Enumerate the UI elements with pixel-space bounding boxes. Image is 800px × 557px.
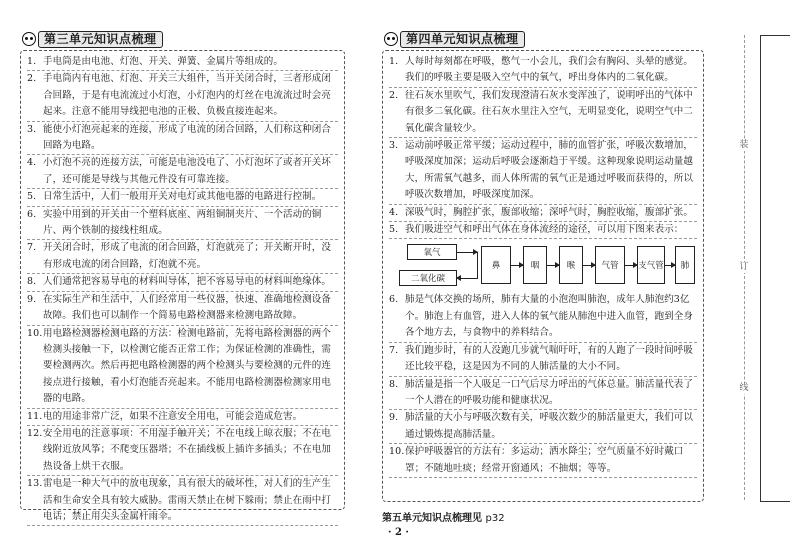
- unit4-header: [384, 30, 525, 48]
- item-number: 4.: [27, 157, 37, 169]
- knowledge-item: [27, 476, 338, 526]
- item-text: 雷电是一种大气中的放电现象，具有很大的破坏性，对人们的生产生活和生命安全具有较大威胁。雷雨天禁止在树下躲雨；禁止在雨中打电话；禁止用尖头金属杆雨伞。: [43, 478, 332, 522]
- unit3-content-box: [20, 50, 345, 522]
- arrow: [625, 265, 637, 266]
- knowledge-item: [389, 138, 697, 205]
- item-text: 我们跑步时，有的人没跑几步就气喘吁吁，有的人跑了一段时间呼吸还比较平稳，这是因为不同的人肺活量的大小不同。: [405, 344, 694, 373]
- item-text: 肺是气体交换的场所，肺有大量的小泡泡叫肺泡，成年人肺泡约3亿个。肺泡上有血管，进入人体的氧气能从肺泡中进入血管，跑到全身各个地方去，与食物中的养料结合。: [405, 294, 694, 339]
- item-text: 开关闭合时，形成了电流的闭合回路，灯泡就亮了；开关断开时，没有形成电流的闭合回路，灯泡就不亮。: [43, 242, 332, 270]
- unit4-content-box: [382, 50, 704, 502]
- item-text: 能使小灯泡亮起来的连接，形成了电流的闭合回路，人们称这种闭合回路为电路。: [43, 123, 332, 152]
- arrow-out: [457, 278, 477, 279]
- connector: [477, 252, 478, 279]
- item-text: 深吸气时，胸腔扩张，腹部收缩；深呼气时，胸腔收缩，腹部扩张。: [405, 206, 694, 218]
- item-text: 用电路检测器检测电路的方法：检测电路前，先将电路检测器的两个检测头接触一下，以检测它能否正常工作；为保证检测的准确性，需要检测两次。然后再把电路检测器的两个检测头与要检测的元件的连接点进行接触，看小灯泡能否亮起来。不能用电路检测器检测家用电器的电路。: [43, 327, 332, 405]
- item-number: 1.: [27, 56, 37, 67]
- item-number: 2.: [389, 89, 399, 101]
- binding-char-ding: 订: [739, 262, 749, 272]
- item-number: 5.: [389, 224, 399, 236]
- item-text: 运动前呼吸正常平缓；运动过程中，肺的血管扩张，呼吸次数增加，呼吸深度加深；运动后呼吸会逐渐趋于平缓。这种现象说明运动量越大，所需氧气越多，而人体所需的氧气正是通过呼吸而获得的，所以呼吸次数增加，呼吸深度加深。: [405, 140, 694, 201]
- knowledge-item: [389, 292, 697, 342]
- binding-char-xian: 线: [739, 383, 749, 393]
- item-number: 12.: [27, 427, 43, 439]
- item-text: 肺活量的大小与呼吸次数有关，呼吸次数少的肺活量更大，我们可以通过锻炼提高肺活量。: [405, 412, 694, 440]
- knowledge-item: [389, 88, 697, 138]
- flow-larynx: 喉: [559, 246, 583, 284]
- knowledge-item: [389, 444, 697, 478]
- knowledge-item: [27, 426, 338, 476]
- item-text: 电的用途非常广泛，如果不注意安全用电，可能会造成危害。: [43, 410, 303, 422]
- item-number: 11.: [27, 410, 43, 422]
- item-number: 7.: [27, 242, 37, 254]
- item-text: 人每时每刻都在呼吸，憋气一小会儿，我们会有胸闷、头晕的感觉。我们的呼吸主要是吸入空气中的氧气，呼出身体内的二氧化碳。: [405, 56, 694, 84]
- breathing-path-diagram: [389, 242, 697, 290]
- item-number: 1.: [389, 56, 399, 67]
- item-text: 手电筒内有电池、灯泡、开关三大组件，当开关闭合时，三者形成闭合回路，于是有电流流过小灯泡，小灯泡内的灯丝在电流流过时会亮起来。注意不能用导线把电池的正极、负极直接连起来。: [43, 73, 332, 118]
- knowledge-item: [27, 409, 338, 426]
- knowledge-item: [27, 54, 338, 71]
- knowledge-item: [389, 54, 697, 88]
- knowledge-item: [389, 343, 697, 377]
- flow-nose: 鼻: [481, 246, 511, 284]
- panda-icon: [384, 32, 398, 46]
- item-text: 安全用电的注意事项：不用湿手触开关；不在电线上晾衣服；不在电线附近放风筝；不爬变压器塔；不在插线板上插许多插头；不在电加热设备上烘干衣服。: [43, 427, 332, 472]
- knowledge-item: [389, 222, 697, 239]
- item-text: 在实际生产和生活中，人们经常用一些仪器，快速、准确地检测设备故障。我们也可以制作一个简易电路检测器来检测电路故障。: [43, 293, 332, 322]
- item-number: 6.: [27, 208, 37, 220]
- item-number: 8.: [27, 276, 37, 288]
- knowledge-item: [389, 377, 697, 411]
- item-number: 5.: [27, 191, 37, 203]
- binding-char-zhuang: 装: [739, 140, 749, 150]
- item-number: 3.: [27, 123, 37, 135]
- item-number: 2.: [27, 73, 37, 85]
- unit3-header: [22, 30, 163, 48]
- next-unit-reference: [382, 509, 505, 524]
- flow-trachea: 气管: [595, 246, 625, 284]
- knowledge-item: [27, 326, 338, 409]
- arrow: [665, 265, 675, 266]
- item-number: 9.: [389, 412, 399, 424]
- item-text: 小灯泡不亮的连接方法，可能是电池没电了、小灯泡坏了或者开关坏了，还可能是导线与其他元件没有可靠连接。: [43, 157, 332, 185]
- item-number: 13.: [27, 478, 43, 490]
- knowledge-item: [27, 292, 338, 326]
- knowledge-item: [27, 155, 338, 189]
- unit3-title: 第三单元知识点梳理: [38, 31, 163, 48]
- next-unit-page: p32: [485, 513, 505, 524]
- knowledge-item: [27, 207, 338, 241]
- item-number: 10.: [389, 446, 405, 458]
- item-text: 我们吸进空气和呼出气体在身体流经的途径，可以用下图来表示：: [405, 224, 684, 236]
- item-number: 6.: [389, 294, 399, 306]
- item-number: 8.: [389, 378, 399, 390]
- item-text: 人们通常把容易导电的材料叫导体，把不容易导电的材料叫绝缘体。: [43, 276, 332, 288]
- item-number: 7.: [389, 344, 399, 356]
- arrow-in: [457, 252, 477, 253]
- arrow: [511, 265, 523, 266]
- flow-oxygen: 氧气: [407, 244, 457, 260]
- item-text: 保护呼吸器官的方法有：多运动；洒水降尘；空气质量不好时戴口罩；不随地吐痰；经常开窗通风；不抽烟；等等。: [405, 446, 684, 474]
- item-text: 肺活量是指一个人吸足一口气后尽力呼出的气体总量。肺活量代表了一个人潜在的呼吸功能和健康状况。: [405, 378, 694, 406]
- knowledge-item: [27, 71, 338, 121]
- item-number: 3.: [389, 140, 399, 152]
- flow-lung: 肺: [675, 246, 695, 284]
- page-number: · 2 ·: [388, 527, 409, 538]
- flow-co2: 二氧化碳: [399, 270, 457, 286]
- knowledge-item: [27, 122, 338, 156]
- panda-icon: [22, 32, 36, 46]
- next-unit-text: 第五单元知识点梳理见: [382, 513, 482, 524]
- flow-bronchi: 支气管: [637, 246, 665, 284]
- knowledge-item: [27, 189, 338, 206]
- flow-pharynx: 咽: [523, 246, 547, 284]
- unit4-title: 第四单元知识点梳理: [400, 31, 525, 48]
- item-number: 9.: [27, 293, 37, 305]
- arrow: [547, 265, 559, 266]
- item-number: 4.: [389, 206, 399, 218]
- item-text: 实验中用到的开关由一个塑料底座、两组铜制夹片、一个活动的铜片、两个铁制的接线柱组成。: [43, 208, 322, 237]
- knowledge-item: [27, 240, 338, 274]
- knowledge-item: [27, 274, 338, 291]
- item-number: 10.: [27, 327, 43, 339]
- item-text: 手电筒是由电池、灯泡、开关、弹簧、金属片等组成的。: [43, 56, 284, 67]
- knowledge-item: [389, 205, 697, 222]
- arrow: [583, 265, 595, 266]
- knowledge-item: [389, 410, 697, 444]
- binding-frame: [760, 35, 790, 502]
- item-text: 往石灰水里吹气，我们发现澄清石灰水变浑浊了，说明呼出的气体中有很多二氧化碳。往石灰水里注入空气，无明显变化，说明空气中二氧化碳含量较少。: [405, 89, 694, 134]
- item-text: 日常生活中，人们一般用开关对电灯或其他电器的电路进行控制。: [43, 191, 322, 203]
